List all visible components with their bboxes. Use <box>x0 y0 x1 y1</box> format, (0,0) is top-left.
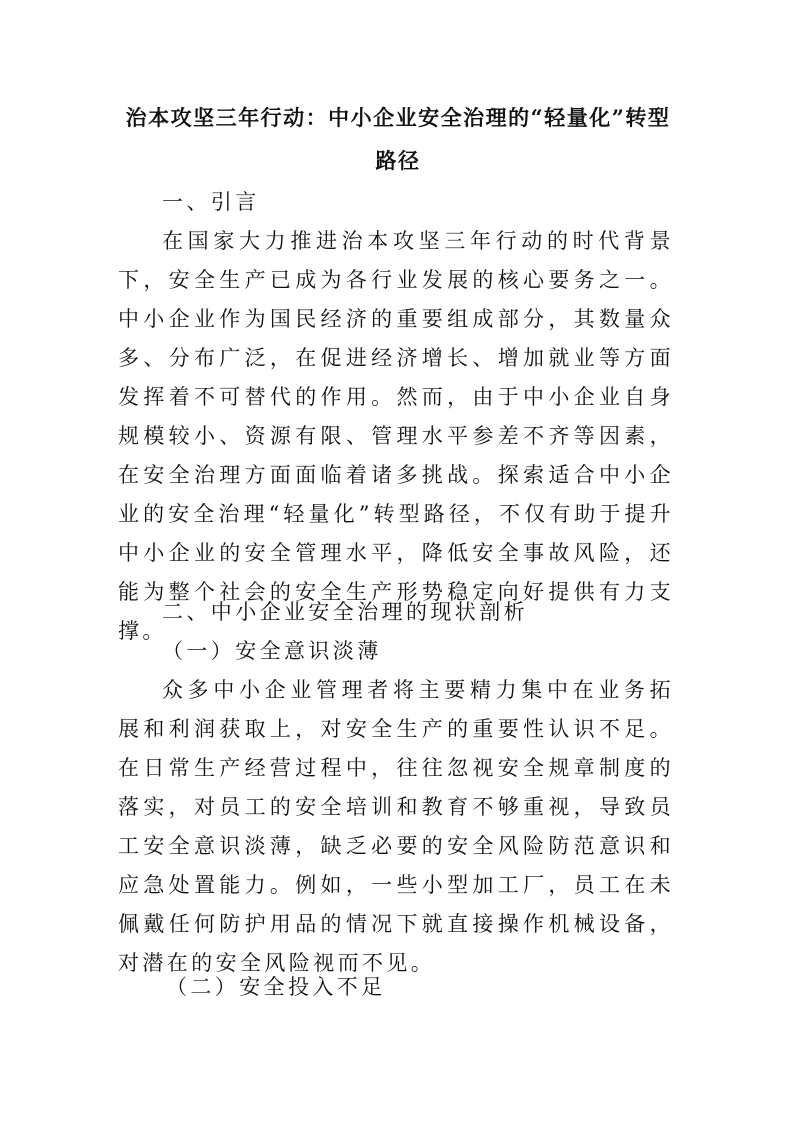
subsection-heading-weak-awareness: （一）安全意识淡薄 <box>162 639 382 663</box>
subsection-heading-insufficient-investment: （二）安全投入不足 <box>166 975 386 999</box>
document-title: 治本攻坚三年行动：中小企业安全治理的“轻量化”转型路径 <box>125 105 671 173</box>
section-heading-status-analysis: 二、中小企业安全治理的现状剖析 <box>162 600 528 624</box>
weak-awareness-paragraph: 众多中小企业管理者将主要精力集中在业务拓展和利润获取上，对安全生产的重要性认识不足。在日常生产经营过程中，往往忽视安全规章制度的落实，对员工的安全培训和教育不够重视，导致员工安全意识淡薄，缺乏必要的安全风险防范意识和应急处置能力。例如，一些小型加工厂，员工在未佩戴任何防护用品的情况下就直接操作机械设备，对潜在的安全风险视而不见。 <box>118 678 674 975</box>
introduction-paragraph: 在国家大力推进治本攻坚三年行动的时代背景下，安全生产已成为各行业发展的核心要务之一。中小企业作为国民经济的重要组成部分，其数量众多、分布广泛，在促进经济增长、增加就业等方面发挥着不可替代的作用。然而，由于中小企业自身规模较小、资源有限、管理水平参差不齐等因素，在安全治理方面面临着诸多挑战。探索适合中小企业的安全治理“轻量化”转型路径，不仅有助于提升中小企业的安全管理水平，降低安全事故风险，还能为整个社会的安全生产形势稳定向好提供有力支撑。 <box>118 229 674 643</box>
section-heading-introduction: 一、引言 <box>162 190 260 214</box>
